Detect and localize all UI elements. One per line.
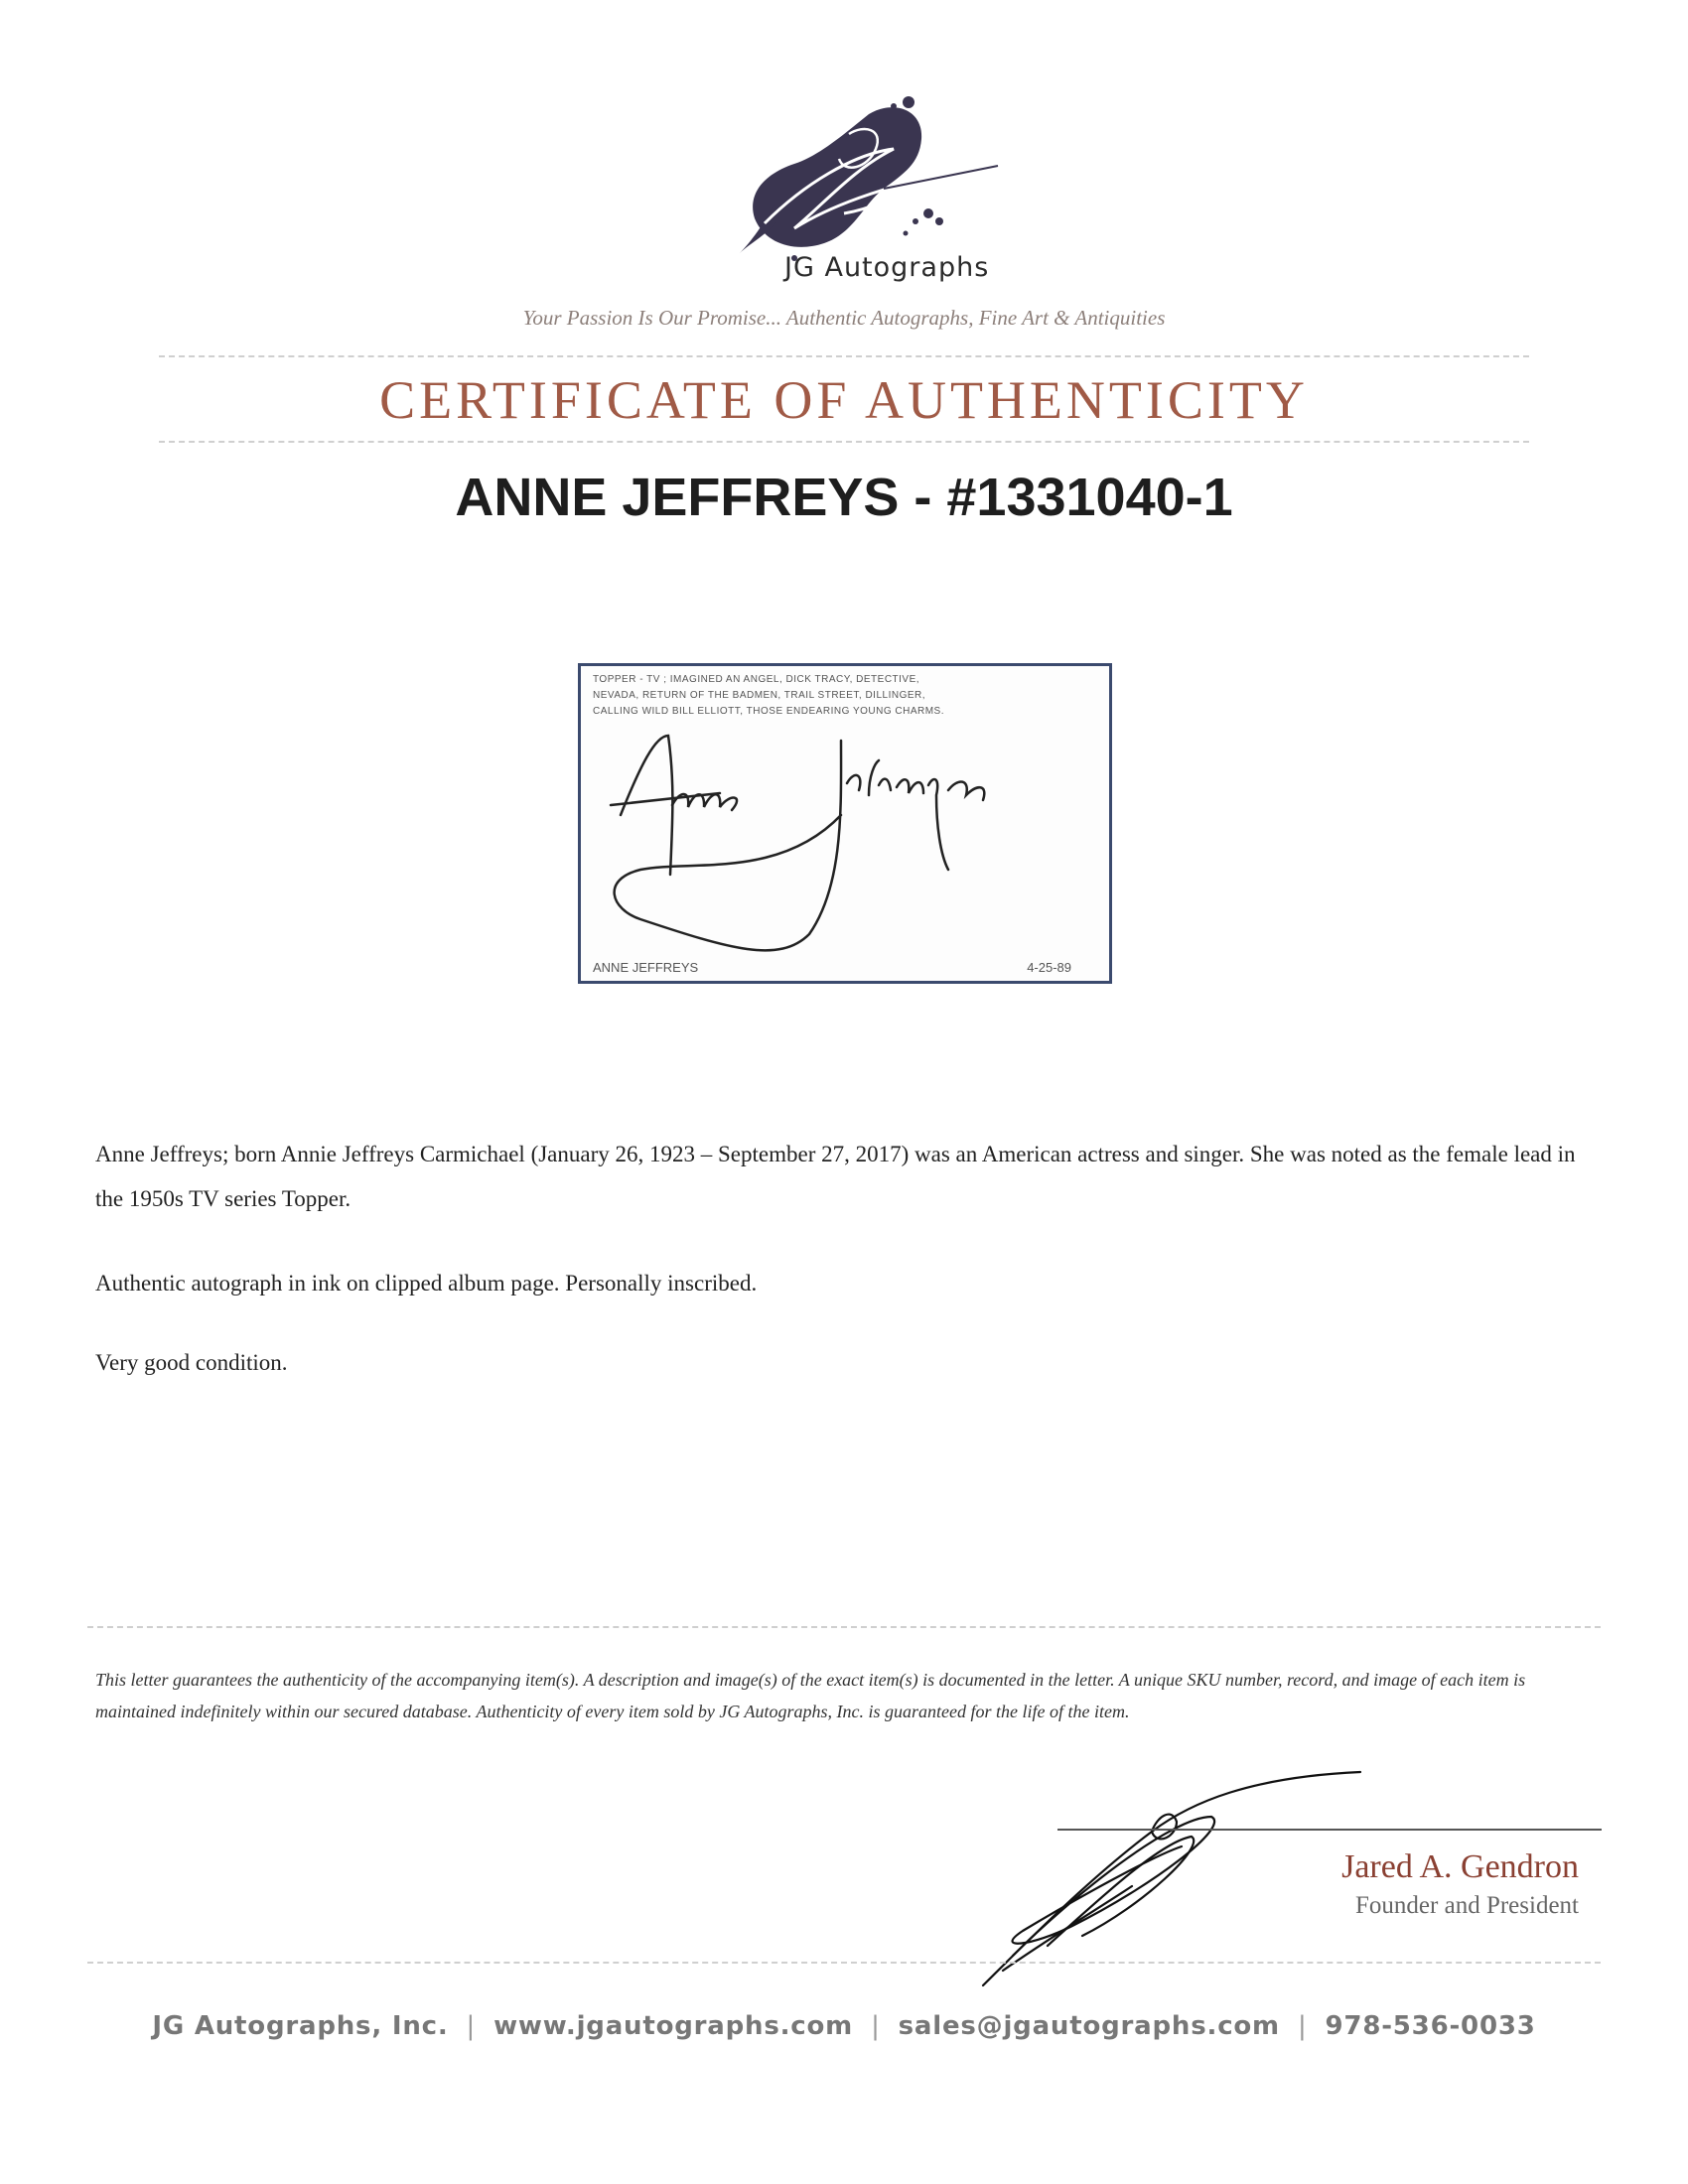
inscription-line: NEVADA, RETURN OF THE BADMEN, TRAIL STREET, DILLINGER, [593,690,926,701]
certificate-title: CERTIFICATE OF AUTHENTICITY [379,370,1309,430]
item-title: ANNE JEFFREYS - #1331040-1 [455,468,1233,527]
footer-separator: | [466,2011,477,2041]
signature-date: 4-25-89 [1027,960,1071,975]
inscription-line: TOPPER - TV ; IMAGINED AN ANGEL, DICK TRACY, DETECTIVE, [593,674,920,685]
footer-contact [0,2011,1688,2041]
footer-phone: 978-536-0033 [1325,2011,1536,2041]
divider-top [159,355,1529,357]
footer-separator: | [871,2011,881,2041]
brand-name: JG Autographs [784,252,990,283]
description-paragraph: Anne Jeffreys; born Annie Jeffreys Carmichael (January 26, 1923 – September 27, 2017) was an American actress and singer. She was noted as the female lead in the 1950s TV series Topper. [95,1142,1576,1211]
autograph-card [578,663,1112,984]
description-paragraph: Very good condition. [95,1350,288,1375]
divider-guarantee [87,1626,1601,1628]
inscription-line: CALLING WILD BILL ELLIOTT, THOSE ENDEARING YOUNG CHARMS. [593,706,945,717]
handwritten-signature-icon [581,666,1115,987]
footer-company: JG Autographs, Inc. [152,2011,449,2041]
description-paragraph: Authentic autograph in ink on clipped album page. Personally inscribed. [95,1271,758,1296]
signature-line [1057,1829,1602,1831]
guarantee-text: This letter guarantees the authenticity of the accompanying item(s). A description and image(s) of the exact item(s) is documented in the letter. A unique SKU number, record, and image of each item is maintained indefinitely within our secured database. Authenticity of every item sold by JG Autographs, Inc. is guaranteed for the life of the item. [95,1670,1526,1721]
signer-name: Jared A. Gendron [1341,1848,1579,1885]
signer-role: Founder and President [1355,1892,1579,1919]
divider-title [159,441,1529,443]
tagline: Your Passion Is Our Promise... Authentic Autographs, Fine Art & Antiquities [522,306,1166,330]
footer-website-link[interactable]: www.jgautographs.com [493,2011,854,2041]
footer-email-link[interactable]: sales@jgautographs.com [898,2011,1280,2041]
divider-footer [87,1962,1601,1964]
footer-separator: | [1297,2011,1308,2041]
printed-name: ANNE JEFFREYS [593,960,699,975]
